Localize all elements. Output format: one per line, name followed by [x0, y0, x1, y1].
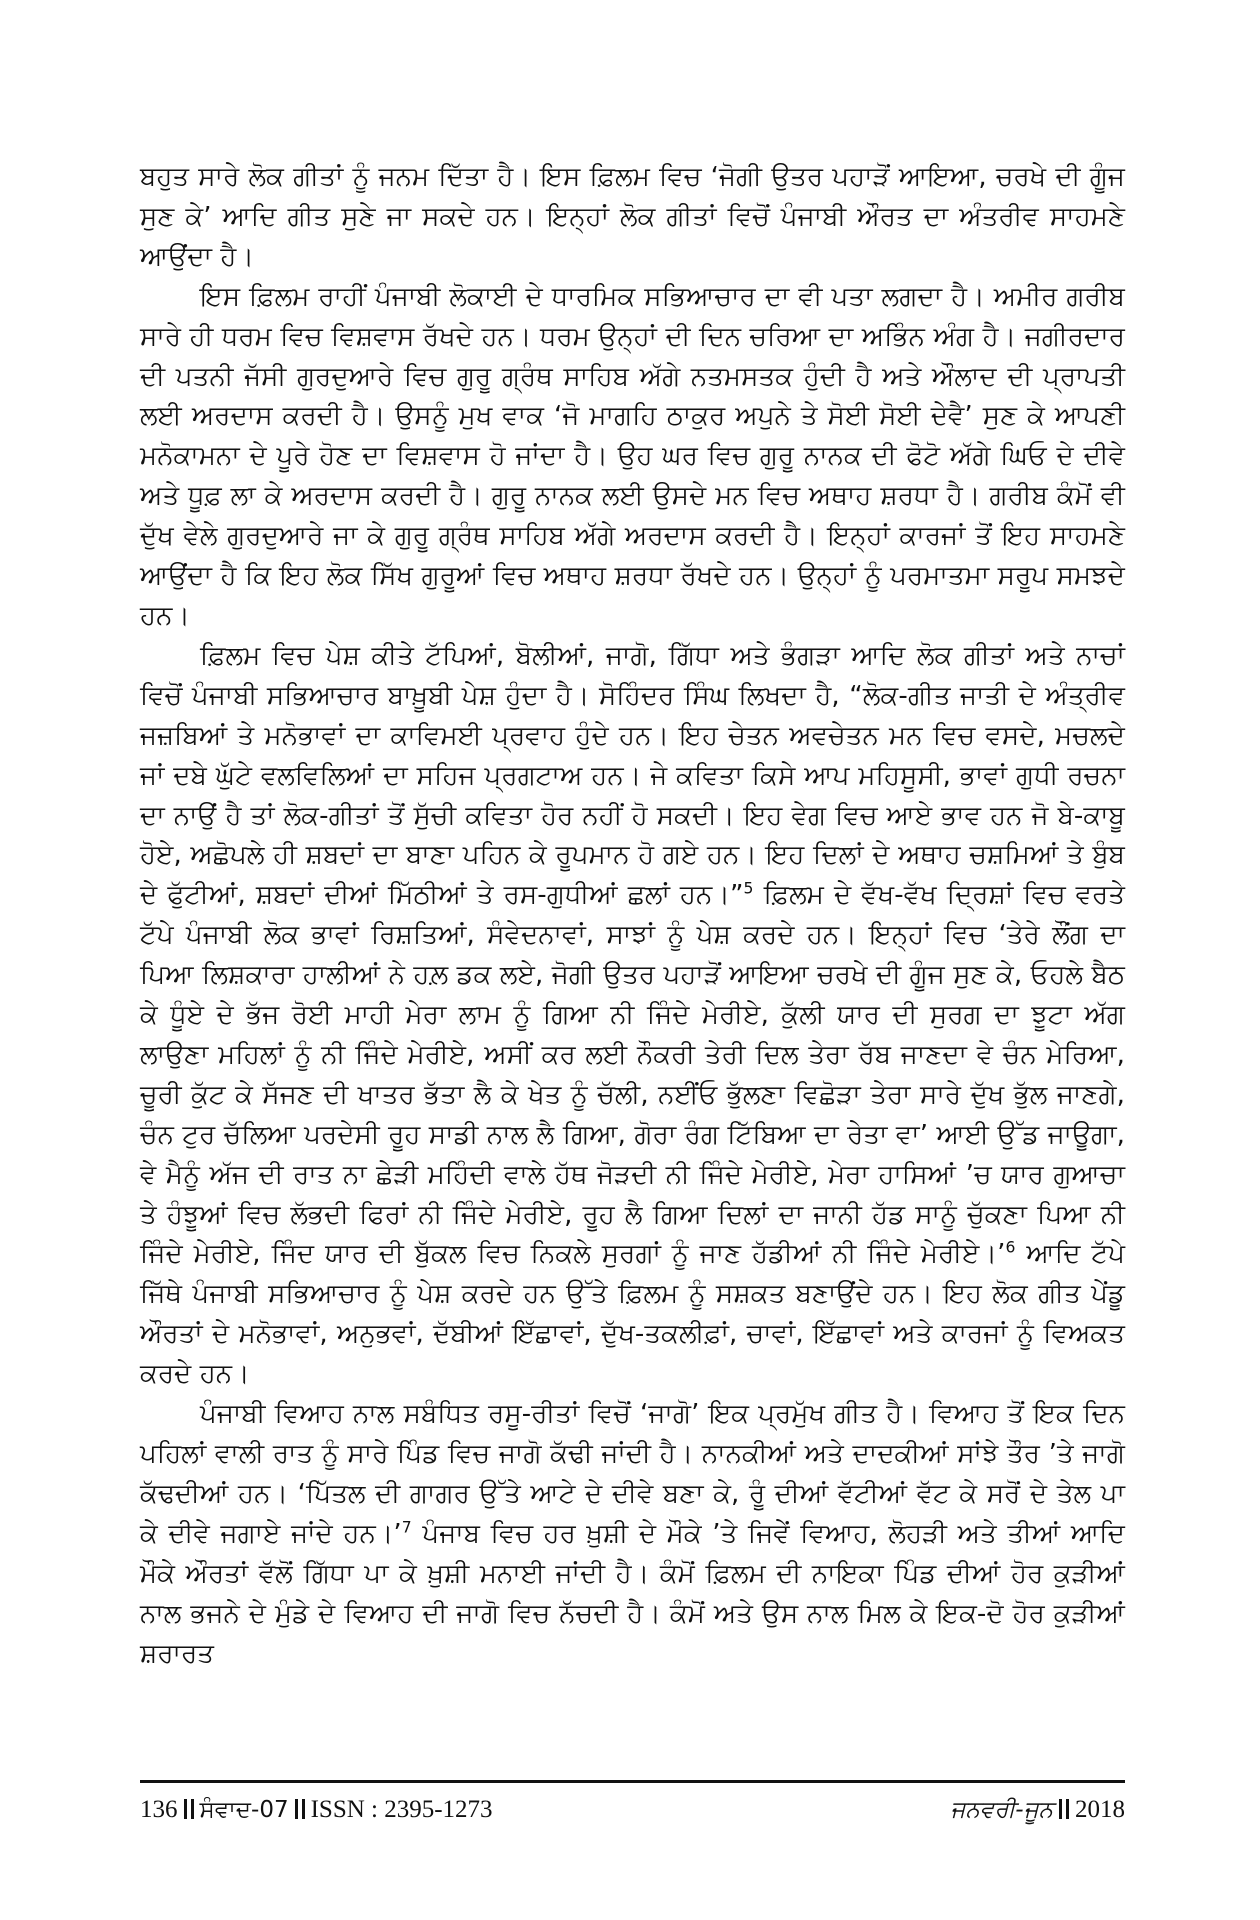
page-footer: [140, 1796, 1125, 1836]
paragraph-3-part-1: ਫ਼ਿਲਮ ਵਿਚ ਪੇਸ਼ ਕੀਤੇ ਟੱਪਿਆਂ, ਬੋਲੀਆਂ, ਜਾਗੋ, ਗਿੱਧਾ ਅਤੇ ਭੰਗੜਾ ਆਦਿ ਲੋਕ ਗੀਤਾਂ ਅਤੇ ਨਾਚਾਂ ਵਿਚੋਂ ਪੰਜਾਬੀ ਸਭਿਆਚਾਰ ਬਾਖ਼ੂਬੀ ਪੇਸ਼ ਹੁੰਦਾ ਹੈ। ਸੋਹਿੰਦਰ ਸਿੰਘ ਲਿਖਦਾ ਹੈ, “ਲੋਕ-ਗੀਤ ਜਾਤੀ ਦੇ ਅੰਤ੍ਰੀਵ ਜਜ਼ਬਿਆਂ ਤੇ ਮਨੋਭਾਵਾਂ ਦਾ ਕਾਵਿਮਈ ਪ੍ਰਵਾਹ ਹੁੰਦੇ ਹਨ। ਇਹ ਚੇਤਨ ਅਵਚੇਤਨ ਮਨ ਵਿਚ ਵਸਦੇ, ਮਚਲਦੇ ਜਾਂ ਦਬੇ ਘੁੱਟੇ ਵਲਵਿਲਿਆਂ ਦਾ ਸਹਿਜ ਪ੍ਰਗਟਾਅ ਹਨ। ਜੇ ਕਵਿਤਾ ਕਿਸੇ ਆਪ ਮਹਿਸੂਸੀ, ਭਾਵਾਂ ਗੁਧੀ ਰਚਨਾ ਦਾ ਨਾਉਂ ਹੈ ਤਾਂ ਲੋਕ-ਗੀਤਾਂ ਤੋਂ ਸੁੱਚੀ ਕਵਿਤਾ ਹੋਰ ਨਹੀਂ ਹੋ ਸਕਦੀ। ਇਹ ਵੇਗ ਵਿਚ ਆਏ ਭਾਵ ਹਨ ਜੋ ਬੇ-ਕਾਬੂ ਹੋਏ, ਅਛੋਪਲੇ ਹੀ ਸ਼ਬਦਾਂ ਦਾ ਬਾਣਾ ਪਹਿਨ ਕੇ ਰੂਪਮਾਨ ਹੋ ਗਏ ਹਨ। ਇਹ ਦਿਲਾਂ ਦੇ ਅਥਾਹ ਚਸ਼ਮਿਆਂ ਤੇ ਬੁੰਬ ਦੇ ਫੁੱਟੀਆਂ, ਸ਼ਬਦਾਂ ਦੀਆਂ ਮਿੱਠੀਆਂ ਤੇ ਰਸ-ਗੁਧੀਆਂ ਛਲਾਂ ਹਨ।”: [140, 640, 1125, 911]
issue-period: ਜਨਵਰੀ-ਜੂਨ: [950, 1797, 1053, 1823]
paragraph-2: ਇਸ ਫ਼ਿਲਮ ਰਾਹੀਂ ਪੰਜਾਬੀ ਲੋਕਾਈ ਦੇ ਧਾਰਮਿਕ ਸਭਿਆਚਾਰ ਦਾ ਵੀ ਪਤਾ ਲਗਦਾ ਹੈ। ਅਮੀਰ ਗਰੀਬ ਸਾਰੇ ਹੀ ਧਰਮ ਵਿਚ ਵਿਸ਼ਵਾਸ ਰੱਖਦੇ ਹਨ। ਧਰਮ ਉਨ੍ਹਾਂ ਦੀ ਦਿਨ ਚਰਿਆ ਦਾ ਅਭਿੰਨ ਅੰਗ ਹੈ। ਜਗੀਰਦਾਰ ਦੀ ਪਤਨੀ ਜੱਸੀ ਗੁਰਦੁਆਰੇ ਵਿਚ ਗੁਰੂ ਗ੍ਰੰਥ ਸਾਹਿਬ ਅੱਗੇ ਨਤਮਸਤਕ ਹੁੰਦੀ ਹੈ ਅਤੇ ਔਲਾਦ ਦੀ ਪ੍ਰਾਪਤੀ ਲਈ ਅਰਦਾਸ ਕਰਦੀ ਹੈ। ਉਸਨੂੰ ਮੁਖ ਵਾਕ ‘ਜੋ ਮਾਗਹਿ ਠਾਕੁਰ ਅਪੁਨੇ ਤੇ ਸੋਈ ਸੋਈ ਦੇਵੈ’ ਸੁਣ ਕੇ ਆਪਣੀ ਮਨੋਕਾਮਨਾ ਦੇ ਪੂਰੇ ਹੋਣ ਦਾ ਵਿਸ਼ਵਾਸ ਹੋ ਜਾਂਦਾ ਹੈ। ਉਹ ਘਰ ਵਿਚ ਗੁਰੂ ਨਾਨਕ ਦੀ ਫੋਟੋ ਅੱਗੇ ਘਿਓ ਦੇ ਦੀਵੇ ਅਤੇ ਧੂਫ਼ ਲਾ ਕੇ ਅਰਦਾਸ ਕਰਦੀ ਹੈ। ਗੁਰੂ ਨਾਨਕ ਲਈ ਉਸਦੇ ਮਨ ਵਿਚ ਅਥਾਹ ਸ਼ਰਧਾ ਹੈ। ਗਰੀਬ ਕੰਮੋਂ ਵੀ ਦੁੱਖ ਵੇਲੇ ਗੁਰਦੁਆਰੇ ਜਾ ਕੇ ਗੁਰੂ ਗ੍ਰੰਥ ਸਾਹਿਬ ਅੱਗੇ ਅਰਦਾਸ ਕਰਦੀ ਹੈ। ਇਨ੍ਹਾਂ ਕਾਰਜਾਂ ਤੋਂ ਇਹ ਸਾਹਮਣੇ ਆਉਂਦਾ ਹੈ ਕਿ ਇਹ ਲੋਕ ਸਿੱਖ ਗੁਰੂਆਂ ਵਿਚ ਅਥਾਹ ਸ਼ਰਧਾ ਰੱਖਦੇ ਹਨ। ਉਨ੍ਹਾਂ ਨੂੰ ਪਰਮਾਤਮਾ ਸਰੂਪ ਸਮਝਦੇ ਹਨ।: [140, 281, 1125, 631]
page-number: 136: [140, 1796, 178, 1823]
footer-left: [140, 1796, 493, 1824]
paragraph-3-part-3: ਆਦਿ ਟੱਪੇ ਜਿੱਥੇ ਪੰਜਾਬੀ ਸਭਿਆਚਾਰ ਨੂੰ ਪੇਸ਼ ਕਰਦੇ ਹਨ ਉੱਤੇ ਫ਼ਿਲਮ ਨੂੰ ਸਸ਼ਕਤ ਬਣਾਉਂਦੇ ਹਨ। ਇਹ ਲੋਕ ਗੀਤ ਪੇਂਡੂ ਔਰਤਾਂ ਦੇ ਮਨੋਭਾਵਾਂ, ਅਨੁਭਵਾਂ, ਦੱਬੀਆਂ ਇੱਛਾਵਾਂ, ਦੁੱਖ-ਤਕਲੀਫ਼ਾਂ, ਚਾਵਾਂ, ਇੱਛਾਵਾਂ ਅਤੇ ਕਾਰਜਾਂ ਨੂੰ ਵਿਅਕਤ ਕਰਦੇ ਹਨ।: [140, 1239, 1125, 1390]
paragraph-4-part-2: ਪੰਜਾਬ ਵਿਚ ਹਰ ਖ਼ੁਸ਼ੀ ਦੇ ਮੌਕੇ ’ਤੇ ਜਿਵੇਂ ਵਿਆਹ, ਲੋਹੜੀ ਅਤੇ ਤੀਆਂ ਆਦਿ ਮੌਕੇ ਔਰਤਾਂ ਵੱਲੋਂ ਗਿੱਧਾ ਪਾ ਕੇ ਖ਼ੁਸ਼ੀ ਮਨਾਈ ਜਾਂਦੀ ਹੈ। ਕੰਮੋਂ ਫ਼ਿਲਮ ਦੀ ਨਾਇਕਾ ਪਿੰਡ ਦੀਆਂ ਹੋਰ ਕੁੜੀਆਂ ਨਾਲ ਭਜਨੇ ਦੇ ਮੁੰਡੇ ਦੇ ਵਿਆਹ ਦੀ ਜਾਗੋ ਵਿਚ ਨੱਚਦੀ ਹੈ। ਕੰਮੋਂ ਅਤੇ ਉਸ ਨਾਲ ਮਿਲ ਕੇ ਇਕ-ਦੋ ਹੋਰ ਕੁੜੀਆਂ ਸ਼ਰਾਰਤ: [140, 1518, 1125, 1669]
footnote-ref-6: 6: [1005, 1238, 1016, 1257]
separator-bar: [1066, 1799, 1069, 1819]
footer-right: [950, 1796, 1125, 1824]
separator-bar: [191, 1799, 194, 1819]
separator-bar: [295, 1799, 298, 1819]
separator-bar: [302, 1799, 305, 1819]
separator-bar: [1059, 1799, 1062, 1819]
issn-number: ISSN : 2395-1273: [310, 1796, 493, 1823]
paragraph-4: [140, 1395, 1125, 1674]
footnote-ref-5: 5: [743, 879, 754, 898]
paragraph-3-part-2: ਫ਼ਿਲਮ ਦੇ ਵੱਖ-ਵੱਖ ਦ੍ਰਿਸ਼ਾਂ ਵਿਚ ਵਰਤੇ ਟੱਪੇ ਪੰਜਾਬੀ ਲੋਕ ਭਾਵਾਂ ਰਿਸ਼ਤਿਆਂ, ਸੰਵੇਦਨਾਵਾਂ, ਸਾਝਾਂ ਨੂੰ ਪੇਸ਼ ਕਰਦੇ ਹਨ। ਇਨ੍ਹਾਂ ਵਿਚ ‘ਤੇਰੇ ਲੌਂਗ ਦਾ ਪਿਆ ਲਿਸ਼ਕਾਰਾ ਹਾਲੀਆਂ ਨੇ ਹਲ਼ ਡਕ ਲਏ, ਜੋਗੀ ਉਤਰ ਪਹਾੜੋਂ ਆਇਆ ਚਰਖੇ ਦੀ ਗੂੰਜ ਸੁਣ ਕੇ, ਓਹਲੇ ਬੈਠ ਕੇ ਧੂੰਏ ਦੇ ਭੱਜ ਰੋਈ ਮਾਹੀ ਮੇਰਾ ਲਾਮ ਨੂੰ ਗਿਆ ਨੀ ਜਿੰਦੇ ਮੇਰੀਏ, ਕੁੱਲੀ ਯਾਰ ਦੀ ਸੁਰਗ ਦਾ ਝੂਟਾ ਅੱਗ ਲਾਉਣਾ ਮਹਿਲਾਂ ਨੂੰ ਨੀ ਜਿੰਦੇ ਮੇਰੀਏ, ਅਸੀਂ ਕਰ ਲਈ ਨੌਕਰੀ ਤੇਰੀ ਦਿਲ ਤੇਰਾ ਰੱਬ ਜਾਣਦਾ ਵੇ ਚੰਨ ਮੇਰਿਆ, ਚੂਰੀ ਕੁੱਟ ਕੇ ਸੱਜਣ ਦੀ ਖਾਤਰ ਭੱਤਾ ਲੈ ਕੇ ਖੇਤ ਨੂੰ ਚੱਲੀ, ਨਈਂਓ ਭੁੱਲਣਾ ਵਿਛੋੜਾ ਤੇਰਾ ਸਾਰੇ ਦੁੱਖ ਭੁੱਲ ਜਾਣਗੇ, ਚੰਨ ਟੁਰ ਚੱਲਿਆ ਪਰਦੇਸੀ ਰੂਹ ਸਾਡੀ ਨਾਲ ਲੈ ਗਿਆ, ਗੋਰਾ ਰੰਗ ਟਿੱਬਿਆ ਦਾ ਰੇਤਾ ਵਾ’ ਆਈ ਉੱਡ ਜਾਊਗਾ, ਵੇ ਮੈਨੂੰ ਅੱਜ ਦੀ ਰਾਤ ਨਾ ਛੇੜੀ ਮਹਿੰਦੀ ਵਾਲੇ ਹੱਥ ਜੋੜਦੀ ਨੀ ਜਿੰਦੇ ਮੇਰੀਏ, ਮੇਰਾ ਹਾਸਿਆਂ ’ਚ ਯਾਰ ਗੁਆਚਾ ਤੇ ਹੰਝੂਆਂ ਵਿਚ ਲੱਭਦੀ ਫਿਰਾਂ ਨੀ ਜਿੰਦੇ ਮੇਰੀਏ, ਰੂਹ ਲੈ ਗਿਆ ਦਿਲਾਂ ਦਾ ਜਾਨੀ ਹੱਡ ਸਾਨੂੰ ਚੁੱਕਣਾ ਪਿਆ ਨੀ ਜਿੰਦੇ ਮੇਰੀਏ, ਜਿੰਦ ਯਾਰ ਦੀ ਬੁੱਕਲ ਵਿਚ ਨਿਕਲੇ ਸੁਰਗਾਂ ਨੂੰ ਜਾਣ ਹੱਡੀਆਂ ਨੀ ਜਿੰਦੇ ਮੇਰੀਏ।’: [140, 880, 1125, 1270]
paragraph-3: [140, 637, 1125, 1395]
footer-divider: [140, 1780, 1125, 1783]
paragraph-1: ਬਹੁਤ ਸਾਰੇ ਲੋਕ ਗੀਤਾਂ ਨੂੰ ਜਨਮ ਦਿੱਤਾ ਹੈ। ਇਸ ਫ਼ਿਲਮ ਵਿਚ ‘ਜੋਗੀ ਉਤਰ ਪਹਾੜੋਂ ਆਇਆ, ਚਰਖੇ ਦੀ ਗੂੰਜ ਸੁਣ ਕੇ’ ਆਦਿ ਗੀਤ ਸੁਣੇ ਜਾ ਸਕਦੇ ਹਨ। ਇਨ੍ਹਾਂ ਲੋਕ ਗੀਤਾਂ ਵਿਚੋਂ ਪੰਜਾਬੀ ਔਰਤ ਦਾ ਅੰਤਰੀਵ ਸਾਹਮਣੇ ਆਉਂਦਾ ਹੈ।: [140, 162, 1125, 272]
journal-name: ਸੰਵਾਦ-07: [199, 1797, 289, 1823]
separator-bar: [184, 1799, 187, 1819]
issue-year: 2018: [1075, 1796, 1125, 1823]
body-text: [140, 158, 1125, 1674]
paragraph-4-part-1: ਪੰਜਾਬੀ ਵਿਆਹ ਨਾਲ ਸਬੰਧਿਤ ਰਸੂ-ਰੀਤਾਂ ਵਿਚੋਂ ‘ਜਾਗੋ’ ਇਕ ਪ੍ਰਮੁੱਖ ਗੀਤ ਹੈ। ਵਿਆਹ ਤੋਂ ਇਕ ਦਿਨ ਪਹਿਲਾਂ ਵਾਲੀ ਰਾਤ ਨੂੰ ਸਾਰੇ ਪਿੰਡ ਵਿਚ ਜਾਗੋ ਕੱਢੀ ਜਾਂਦੀ ਹੈ। ਨਾਨਕੀਆਂ ਅਤੇ ਦਾਦਕੀਆਂ ਸਾਂਝੇ ਤੌਰ ’ਤੇ ਜਾਗੋ ਕੱਢਦੀਆਂ ਹਨ। ‘ਪਿੱਤਲ ਦੀ ਗਾਗਰ ਉੱਤੇ ਆਟੇ ਦੇ ਦੀਵੇ ਬਣਾ ਕੇ, ਰੂੰ ਦੀਆਂ ਵੱਟੀਆਂ ਵੱਟ ਕੇ ਸਰੋਂ ਦੇ ਤੇਲ ਪਾ ਕੇ ਦੀਵੇ ਜਗਾਏ ਜਾਂਦੇ ਹਨ।’: [140, 1399, 1125, 1549]
footnote-ref-7: 7: [401, 1518, 412, 1537]
